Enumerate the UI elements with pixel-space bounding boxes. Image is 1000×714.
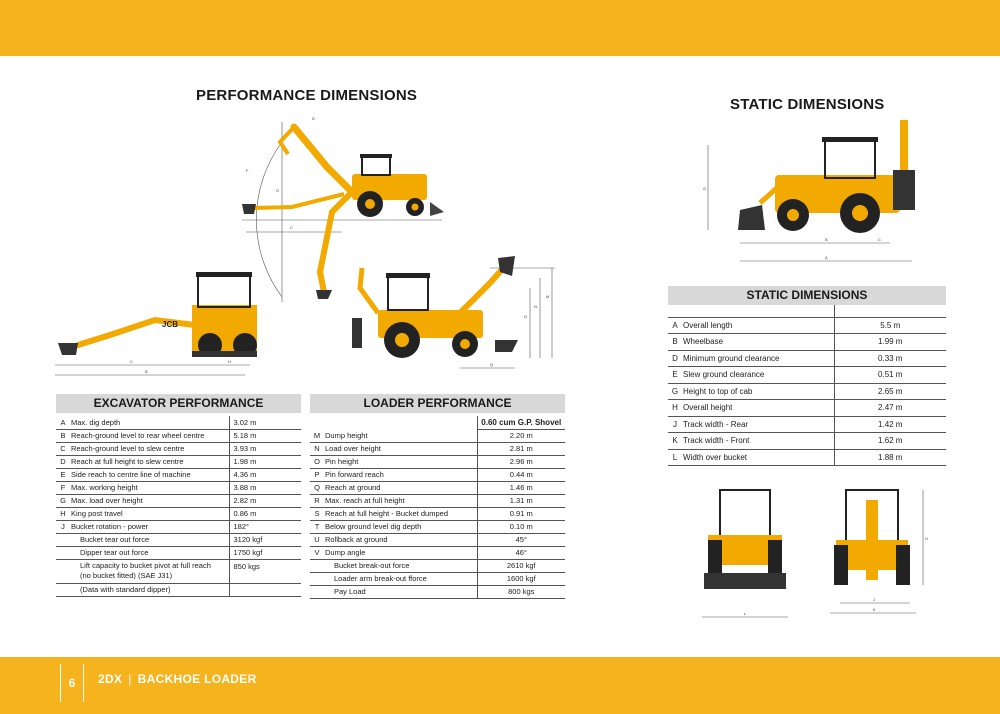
row-key: F [56, 481, 68, 494]
shovel-spec: 0.60 cum G.P. Shovel [477, 416, 565, 429]
row-label: Max. reach at full height [322, 494, 477, 507]
row-label: Reach-ground level to slew centre [68, 442, 229, 455]
table-row [310, 468, 565, 481]
row-label: Overall height [680, 400, 834, 417]
row-value: 2.65 m [834, 383, 946, 400]
row-value: 1.98 m [229, 455, 301, 468]
row-label: Dipper tear out force [68, 546, 229, 559]
row-label: Dump angle [322, 546, 477, 559]
table-row [310, 546, 565, 559]
row-key: D [56, 455, 68, 468]
row-label: Minimum ground clearance [680, 350, 834, 367]
row-value: 2.47 m [834, 400, 946, 417]
svg-text:H: H [228, 359, 231, 364]
row-label: Reach at ground [322, 481, 477, 494]
table-row [310, 455, 565, 468]
row-key: R [310, 494, 322, 507]
row-label: Side reach to centre line of machine [68, 468, 229, 481]
row-value: 0.91 m [477, 507, 565, 520]
svg-text:N: N [534, 304, 537, 309]
row-value: 1.31 m [477, 494, 565, 507]
table-row [310, 442, 565, 455]
row-key: K [668, 433, 680, 450]
row-value: 0.33 m [834, 350, 946, 367]
row-label: Width over bucket [680, 449, 834, 466]
table-row [56, 559, 301, 583]
row-value: 0.44 m [477, 468, 565, 481]
table-row [310, 559, 565, 572]
row-key: Q [310, 481, 322, 494]
footer-separator: | [128, 672, 132, 686]
row-key: U [310, 533, 322, 546]
row-label: Slew ground clearance [680, 367, 834, 384]
row-label: Pay Load [322, 585, 477, 598]
row-value: 2.20 m [477, 429, 565, 442]
row-key: E [56, 468, 68, 481]
table-row [56, 416, 301, 429]
lift-capacity-label-2: (no bucket fitted) (SAE J31) [80, 571, 173, 580]
row-key: G [56, 494, 68, 507]
table-row [56, 429, 301, 442]
svg-text:M: M [546, 294, 550, 299]
front-view-illustration [700, 485, 790, 625]
row-key: D [668, 350, 680, 367]
svg-text:C: C [878, 237, 881, 242]
row-key: E [668, 367, 680, 384]
svg-text:B: B [145, 369, 148, 374]
top-band [0, 0, 1000, 56]
row-label: Height to top of cab [680, 383, 834, 400]
row-value: 1.88 m [834, 449, 946, 466]
svg-text:G: G [276, 188, 280, 193]
jcb-logo: JCB [162, 320, 179, 329]
row-key [56, 533, 68, 546]
table-row [668, 367, 946, 384]
row-value: 2.96 m [477, 455, 565, 468]
svg-text:C: C [130, 359, 133, 364]
row-label: Load over height [322, 442, 477, 455]
table-row [668, 334, 946, 351]
row-value: 3.93 m [229, 442, 301, 455]
svg-text:L: L [744, 611, 747, 616]
row-key: J [56, 520, 68, 533]
row-label: Pin forward reach [322, 468, 477, 481]
svg-text:D: D [312, 116, 315, 121]
table-row [56, 533, 301, 546]
row-key: S [310, 507, 322, 520]
row-key: G [668, 383, 680, 400]
row-label: Reach-ground level to rear wheel centre [68, 429, 229, 442]
table-row [668, 350, 946, 367]
table-row [668, 416, 946, 433]
row-value: 2.81 m [477, 442, 565, 455]
svg-text:O: O [524, 314, 528, 319]
row-label: Reach at full height - Bucket dumped [322, 507, 477, 520]
table-row [310, 429, 565, 442]
row-value: 1750 kgf [229, 546, 301, 559]
table-row [56, 520, 301, 533]
row-key: B [56, 429, 68, 442]
row-value: 5.5 m [834, 317, 946, 334]
page-number: 6 [60, 664, 84, 702]
excavator-performance-header: EXCAVATOR PERFORMANCE [56, 394, 301, 413]
excavator-performance-table [56, 416, 301, 597]
row-value: 3.88 m [229, 481, 301, 494]
table-row [56, 442, 301, 455]
static-dimensions-header: STATIC DIMENSIONS [668, 286, 946, 305]
row-value: 45° [477, 533, 565, 546]
footer-product: BACKHOE LOADER [137, 672, 257, 686]
table-row [56, 546, 301, 559]
lift-capacity-label [68, 559, 229, 583]
table-row [310, 585, 565, 598]
table-row [310, 507, 565, 520]
row-key [56, 546, 68, 559]
row-label: Wheelbase [680, 334, 834, 351]
table-row [668, 317, 946, 334]
row-value: 1.62 m [834, 433, 946, 450]
row-value: 1.46 m [477, 481, 565, 494]
row-value: 4.36 m [229, 468, 301, 481]
table-row [56, 583, 301, 596]
row-label: Reach at full height to slew centre [68, 455, 229, 468]
row-label: Dump height [322, 429, 477, 442]
table-row [310, 416, 565, 429]
row-key: O [310, 455, 322, 468]
svg-text:C: C [290, 225, 293, 230]
row-value: 182° [229, 520, 301, 533]
performance-heading: PERFORMANCE DIMENSIONS [196, 87, 418, 104]
row-key: T [310, 520, 322, 533]
row-key: A [668, 317, 680, 334]
rear-view-illustration [828, 485, 938, 625]
row-label: King post travel [68, 507, 229, 520]
loader-performance-table [310, 416, 565, 599]
row-key: A [56, 416, 68, 429]
row-label: Track width - Front [680, 433, 834, 450]
svg-text:B: B [825, 237, 828, 242]
svg-text:F: F [246, 168, 249, 173]
row-key: H [668, 400, 680, 417]
row-key: H [56, 507, 68, 520]
table-row [310, 520, 565, 533]
row-label: Track width - Rear [680, 416, 834, 433]
row-key [310, 585, 322, 598]
row-value: 3120 kgf [229, 533, 301, 546]
static-side-illustration [700, 115, 925, 265]
row-value: 2.82 m [229, 494, 301, 507]
lift-capacity-value: 850 kgs [229, 559, 301, 583]
row-key: L [668, 449, 680, 466]
row-label: Overall length [680, 317, 834, 334]
row-value: 1.42 m [834, 416, 946, 433]
svg-text:H: H [925, 536, 928, 541]
row-value: 0.10 m [477, 520, 565, 533]
row-value: 1.99 m [834, 334, 946, 351]
row-key: B [668, 334, 680, 351]
row-value: 3.02 m [229, 416, 301, 429]
table-row [668, 449, 946, 466]
row-label: Max. working height [68, 481, 229, 494]
row-key: M [310, 429, 322, 442]
row-value: 46° [477, 546, 565, 559]
table-row [310, 533, 565, 546]
static-dimensions-table [668, 305, 946, 466]
table-row [56, 455, 301, 468]
table-row [56, 507, 301, 520]
svg-text:A: A [825, 255, 828, 260]
row-value: 800 kgs [477, 585, 565, 598]
excavator-ground-reach-illustration [50, 265, 265, 385]
row-label: Loader arm break-out fforce [322, 572, 477, 585]
row-label: Max. dig depth [68, 416, 229, 429]
row-key: C [56, 442, 68, 455]
row-label: Max. load over height [68, 494, 229, 507]
table-row [668, 400, 946, 417]
table-row [668, 433, 946, 450]
row-label: Bucket tear out force [68, 533, 229, 546]
row-value: 5.18 m [229, 429, 301, 442]
loader-performance-illustration [340, 248, 565, 373]
table-row [56, 481, 301, 494]
table-row [56, 468, 301, 481]
row-label: Bucket rotation - power [68, 520, 229, 533]
row-label: Bucket break-out force [322, 559, 477, 572]
row-value: 0.86 m [229, 507, 301, 520]
loader-machine [352, 154, 444, 217]
loader-performance-header: LOADER PERFORMANCE [310, 394, 565, 413]
row-value: 2610 kgf [477, 559, 565, 572]
table-row [310, 494, 565, 507]
svg-text:G: G [703, 186, 707, 191]
footer-model: 2DX [98, 672, 123, 686]
svg-text:K: K [873, 607, 876, 612]
table-row [56, 494, 301, 507]
row-value: 0.51 m [834, 367, 946, 384]
row-key [310, 572, 322, 585]
row-value: 1600 kgf [477, 572, 565, 585]
row-key: V [310, 546, 322, 559]
data-note: (Data with standard dipper) [68, 583, 229, 596]
table-row [310, 481, 565, 494]
table-row [668, 383, 946, 400]
table-row [310, 572, 565, 585]
row-key: P [310, 468, 322, 481]
footer-title [98, 672, 257, 686]
row-key: J [668, 416, 680, 433]
svg-text:J: J [873, 597, 875, 602]
svg-text:Q: Q [490, 362, 494, 367]
row-label: Below ground level dig depth [322, 520, 477, 533]
row-key [310, 559, 322, 572]
row-label: Pin height [322, 455, 477, 468]
static-heading: STATIC DIMENSIONS [730, 96, 885, 113]
row-key: N [310, 442, 322, 455]
lift-capacity-label-1: Lift capacity to bucket pivot at full reach [80, 561, 211, 570]
row-label: Rollback at ground [322, 533, 477, 546]
